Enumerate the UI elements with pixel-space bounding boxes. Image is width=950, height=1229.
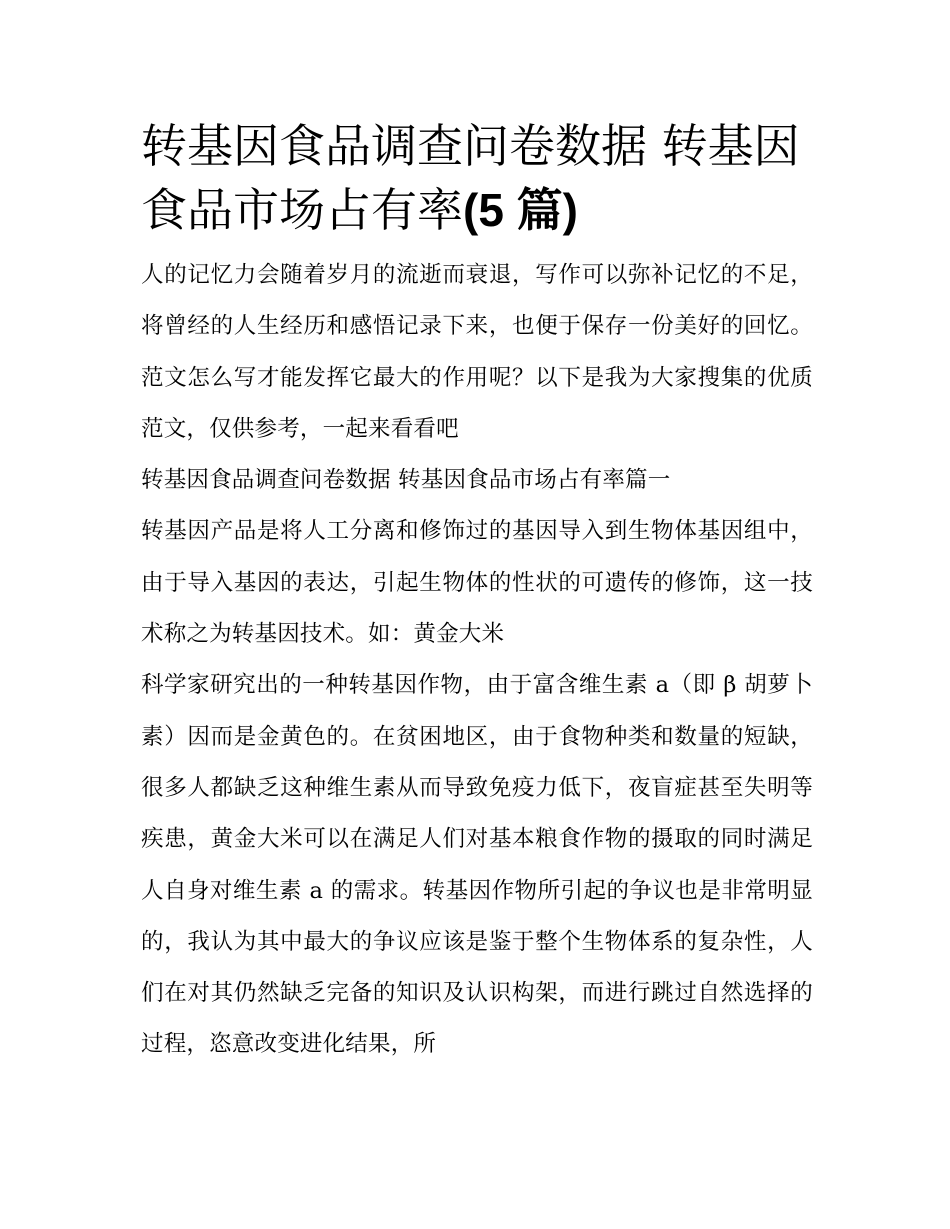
section-heading: 转基因食品调查问卷数据 转基因食品市场占有率篇一 (141, 467, 671, 494)
intro-paragraph: 人的记忆力会随着岁月的流逝而衰退，写作可以弥补记忆的不足，将曾经的人生经历和感悟记录下来，也便于保存一份美好的回忆。范文怎么写才能发挥它最大的作用呢？以下是我为大家搜集的优质范文，仅供参考，一起来看看吧 (141, 262, 813, 442)
document-title (141, 114, 813, 242)
title-suffix-text: (5 篇) (463, 184, 578, 236)
golden-rice-paragraph: 科学家研究出的一种转基因作物，由于富含维生素 a（即 β 胡萝卜素）因而是金黄色的。在贫困地区，由于食物种类和数量的短缺，很多人都缺乏这种维生素从而导致免疫力低下，夜盲症甚至失明等疾患，黄金大米可以在满足人们对基本粮食作物的摄取的同时满足人自身对维生素 a 的需求。转基因作物所引起的争议也是非常明显的，我认为其中最大的争议应该是鉴于整个生物体系的复杂性，人们在对其仍然缺乏完备的知识及认识构架，而进行跳过自然选择的过程，恣意改变进化结果，所 (141, 672, 813, 1058)
definition-paragraph: 转基因产品是将人工分离和修饰过的基因导入到生物体基因组中，由于导入基因的表达，引起生物体的性状的可遗传的修饰，这一技术称之为转基因技术。如：黄金大米 (141, 518, 813, 648)
title-main-text: 转基因食品调查问卷数据 转基因食品市场占有率 (141, 119, 800, 237)
document-body (141, 114, 813, 1071)
